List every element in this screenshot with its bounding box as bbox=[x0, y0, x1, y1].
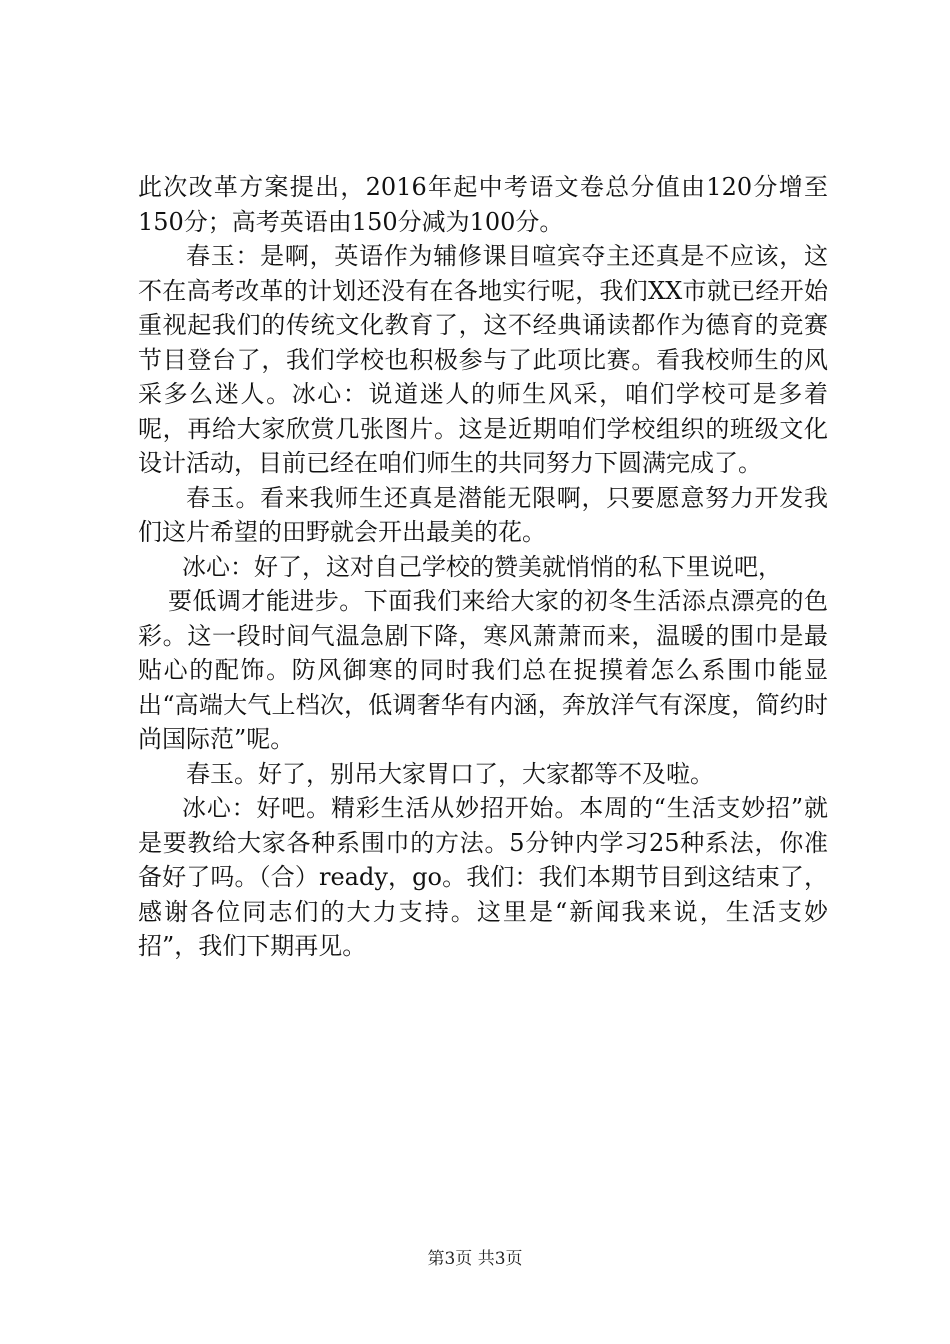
paragraph-1: 此次改革方案提出，2016年起中考语文卷总分值由120分增至150分；高考英语由150分减为100分。 bbox=[138, 173, 828, 236]
page-footer: 第3页 共3页 bbox=[427, 1249, 523, 1269]
paragraph-4: 冰心：好了，这对自己学校的赞美就悄悄的私下里说吧， bbox=[182, 552, 782, 581]
paragraph-3: 春玉。看来我师生还真是潜能无限啊，只要愿意努力开发我们这片希望的田野就会开出最美的花。 bbox=[138, 483, 828, 546]
paragraph-6: 春玉。好了，别吊大家胃口了，大家都等不及啦。 bbox=[186, 759, 714, 788]
paragraph-5: 要低调才能进步。下面我们来给大家的初冬生活添点漂亮的色彩。这一段时间气温急剧下降，寒风萧萧而来，温暖的围巾是最贴心的配饰。防风御寒的同时我们总在捉摸着怎么系围巾能显出“高端大气上档次，低调奢华有内涵，奔放洋气有深度，简约时尚国际范”呢。 bbox=[138, 587, 828, 753]
paragraph-7: 冰心：好吧。精彩生活从妙招开始。本周的“生活支妙招”就是要教给大家各种系围巾的方法。5分钟内学习25种系法，你准备好了吗。（合）ready，go。我们：我们本期节目到这结束了，感谢各位同志们的大力支持。这里是“新闻我来说，生活支妙招”，我们下期再见。 bbox=[138, 794, 828, 960]
document-body bbox=[138, 170, 828, 964]
paragraph-2: 春玉：是啊，英语作为辅修课目喧宾夺主还真是不应该，这不在高考改革的计划还没有在各地实行呢，我们XX市就已经开始重视起我们的传统文化教育了，这不经典诵读都作为德育的竞赛节目登台了，我们学校也积极参与了此项比赛。看我校师生的风采多么迷人。冰心：说道迷人的师生风采，咱们学校可是多着呢，再给大家欣赏几张图片。这是近期咱们学校组织的班级文化设计活动，目前已经在咱们师生的共同努力下圆满完成了。 bbox=[138, 242, 828, 477]
